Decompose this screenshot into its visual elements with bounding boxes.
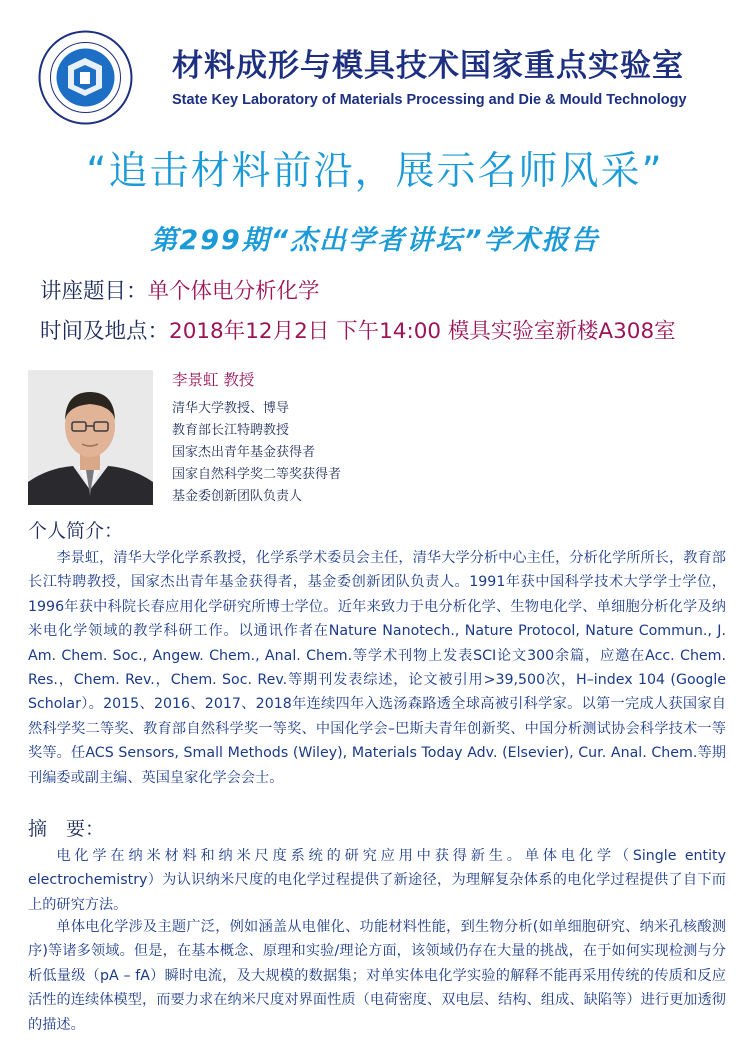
time-and-place [40, 314, 676, 345]
speaker-info [172, 368, 572, 508]
bio-text: 李景虹，清华大学化学系教授，化学系学术委员会主任，清华大学分析中心主任，分析化学所所长，教育部长江特聘教授，国家杰出青年基金获得者，基金委创新团队负责人。1991年获中国科学技术大学学士学位，1996年获中科院长春应用化学研究所博士学位。近年来致力于电分析化学、生物电化学、单细胞分析化学及纳米电化学领域的教学科研工作。以通讯作者在Nature Nanotech., Nature Protocol, Nature Commun., J. Am. Chem. Soc., Angew. Chem., Anal. Chem.等学术刊物上发表SCI论文300余篇，应邀在Acc. Chem. Res.，Chem. Rev.，Chem. Soc. Rev.等期刊发表综述，论文被引用>39,500次，H–index 104 (Google Scholar）。2015、2016、2017、2018年连续四年入选汤森路透全球高被引科学家。以第一完成人获国家自然科学奖二等奖、教育部自然科学奖一等奖、中国化学会–巴斯夫青年创新奖、中国分析测试协会科学技术一等奖等。任ACS Sensors, Small Methods (Wiley), Materials Today Adv. (Elsevier), Cur. Anal. Chem.等期刊编委或副主编、英国皇家化学会会士。 [28, 550, 726, 786]
lab-title-en: State Key Laboratory of Materials Processing and Die & Mould Technology [172, 92, 687, 108]
speaker-title-1: 清华大学教授、博导 [172, 401, 290, 416]
speaker-name: 李景虹 教授 [172, 371, 255, 389]
lecture-topic [40, 274, 320, 305]
slogan: “追击材料前沿，展示名师风采” [86, 149, 664, 194]
abstract-heading: 摘 要： [28, 818, 105, 840]
lecture-series-title: 第299期“杰出学者讲坛”学术报告 [150, 225, 600, 256]
time-place-label: 时间及地点： [40, 319, 170, 344]
time-place-value: 2018年12月2日 下午14:00 模具实验室新楼A308室 [169, 319, 676, 344]
topic-label: 讲座题目： [40, 279, 148, 304]
topic-value: 单个体电分析化学 [147, 279, 320, 304]
speaker-photo [28, 370, 153, 505]
lab-logo [38, 30, 133, 125]
speaker-title-4: 国家自然科学奖二等奖获得者 [172, 467, 342, 482]
bio-heading: 个人简介： [28, 520, 124, 542]
speaker-title-3: 国家杰出青年基金获得者 [172, 445, 316, 460]
abstract-paragraph-1: 电化学在纳米材料和纳米尺度系统的研究应用中获得新生。单体电化学（Single entity electrochemistry）为认识纳米尺度的电化学过程提供了新途径，为理解复杂体系的电化学过程提供了自下而上的研究方法。 [28, 848, 726, 913]
speaker-title-5: 基金委创新团队负责人 [172, 489, 303, 504]
abstract-paragraph-2: 单体电化学涉及主题广泛，例如涵盖从电催化、功能材料性能，到生物分析(如单细胞研究、纳米孔核酸测序)等诸多领域。但是，在基本概念、原理和实验/理论方面，该领域仍存在大量的挑战，在于如何实现检测与分析低量级（pA – fA）瞬时电流，及大规模的数据集；对单实体电化学实验的解释不能再采用传统的传质和反应活性的连续体模型，而要力求在纳米尺度对界面性质（电荷密度、双电层、结构、组成、缺陷等）进行更加透彻的描述。 [28, 919, 726, 1033]
speaker-title-2: 教育部长江特聘教授 [172, 423, 290, 438]
lab-title-cn: 材料成形与模具技术国家重点实验室 [172, 48, 684, 84]
